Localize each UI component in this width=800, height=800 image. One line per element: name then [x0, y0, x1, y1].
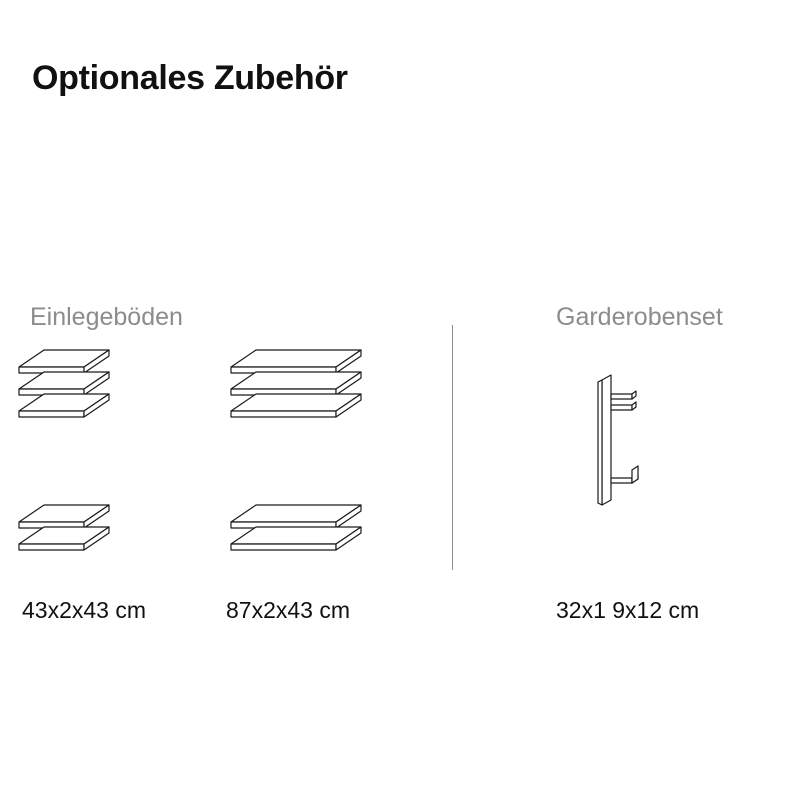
wardrobe-rail-icon: [580, 372, 660, 522]
shelf-stack-icon: [14, 500, 134, 560]
section-heading-garderobenset: Garderobenset: [556, 302, 723, 331]
shelf-stack-icon: [226, 345, 386, 425]
shelf-stack-icon: [226, 500, 386, 560]
page-title: Optionales Zubehör: [32, 58, 348, 97]
item-caption: 32x1 9x12 cm: [556, 597, 700, 623]
item-caption: 43x2x43 cm: [22, 597, 147, 623]
item-caption: 87x2x43 cm: [226, 597, 351, 623]
section-heading-einlegeboeden: Einlegeböden: [30, 302, 183, 331]
vertical-divider: [452, 325, 453, 570]
shelf-stack-icon: [14, 345, 134, 425]
